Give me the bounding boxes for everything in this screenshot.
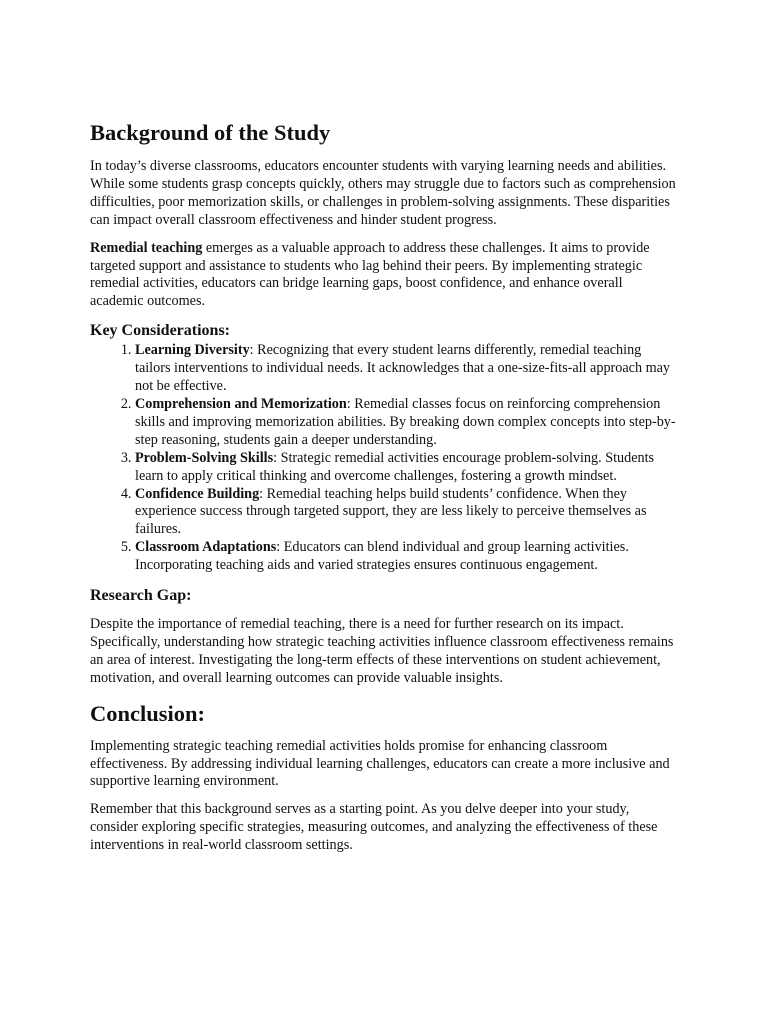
remedial-paragraph: [90, 240, 678, 312]
remedial-text: emerges as a valuable approach to address these challenges. It aims to provide targeted support and assistance to students who lag behind their peers. By implementing strategic remedial activities, educators can bridge learning gaps, boost confidence, and enhance overall academic outcomes.: [90, 239, 650, 310]
item-text: : Recognizing that every student learns differently, remedial teaching tailors interventions to individual needs. It acknowledges that a one-size-fits-all approach may not be effective.: [135, 342, 671, 395]
research-gap-heading: Research Gap:: [90, 587, 192, 605]
item-text: : Strategic remedial activities encourage problem-solving. Students learn to apply critical thinking and overcome challenges, fostering a growth mindset.: [135, 449, 655, 484]
conclusion-paragraph-1: Implementing strategic teaching remedial activities holds promise for enhancing classroom effectiveness. By addressing individual learning challenges, educators can create a more inclusive and supportive learning environment.: [90, 737, 670, 790]
item-term: Problem-Solving Skills: [135, 449, 274, 466]
list-item: [135, 486, 678, 540]
intro-paragraph: In today’s diverse classrooms, educators encounter students with varying learning needs and abilities. While some students grasp concepts quickly, others may struggle due to factors such as comprehension difficulties, poor memorization skills, or challenges in problem-solving assignments. These disparities can impact overall classroom effectiveness and hinder student progress.: [90, 158, 676, 228]
item-term: Classroom Adaptations: [135, 539, 277, 556]
list-item: [135, 539, 678, 575]
conclusion-paragraph-2: Remember that this background serves as a starting point. As you delve deeper into your study, consider exploring specific strategies, measuring outcomes, and analyzing the effectiveness of these interventions in real-world classroom settings.: [90, 801, 658, 854]
remedial-term: Remedial teaching: [90, 239, 203, 256]
item-text: : Remedial classes focus on reinforcing comprehension skills and improving memorization abilities. By breaking down complex concepts into step-by-step reasoning, students gain a deeper understanding.: [135, 395, 676, 448]
list-item: [135, 450, 678, 486]
item-term: Confidence Building: [135, 485, 260, 502]
list-item: [135, 342, 678, 396]
item-term: Learning Diversity: [135, 342, 250, 359]
item-term: Comprehension and Memorization: [135, 395, 347, 412]
considerations-list: [90, 342, 678, 575]
document-title: Background of the Study: [90, 120, 331, 145]
item-text: : Educators can blend individual and group learning activities. Incorporating teaching aids and varied strategies ensures continuous engagement.: [135, 539, 629, 574]
list-item: [135, 396, 678, 450]
conclusion-heading: Conclusion:: [90, 700, 206, 726]
research-gap-paragraph: Despite the importance of remedial teaching, there is a need for further research on its impact. Specifically, understanding how strategic teaching activities influence classroom effectiveness remains an area of interest. Investigating the long-term effects of these interventions on student achievement, motivation, and overall learning outcomes can provide valuable insights.: [90, 616, 674, 686]
item-text: : Remedial teaching helps build students’ confidence. When they experience success through targeted support, they are less likely to perceive themselves as failures.: [135, 485, 647, 538]
key-considerations-heading: Key Considerations:: [90, 322, 230, 340]
